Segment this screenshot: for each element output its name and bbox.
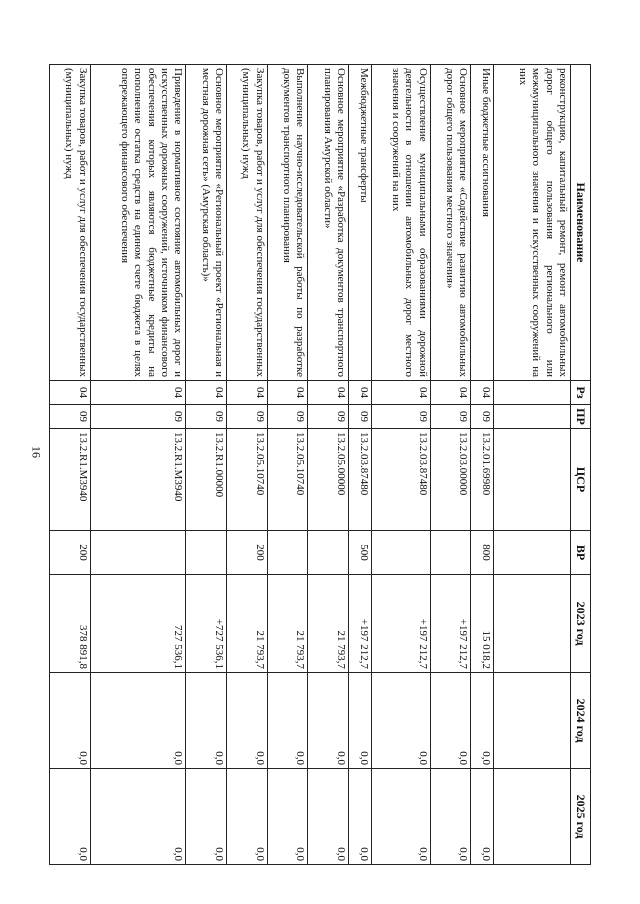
row-name: Осуществление муниципальными образованиями дорожной деятельности в отношении автомобильных дорог местного значения и сооружений на них — [371, 65, 430, 381]
row-2023: 21 793,7 — [308, 575, 349, 673]
table-row — [308, 65, 349, 865]
row-name: Иные бюджетные ассигнования — [471, 65, 493, 381]
table-row — [471, 65, 493, 865]
row-vr — [430, 531, 471, 575]
row-pr — [493, 405, 570, 429]
row-vr: 200 — [227, 531, 268, 575]
header-2025: 2025 год — [571, 769, 591, 865]
row-2024: 0,0 — [50, 673, 91, 769]
rotated-table-wrapper — [49, 64, 591, 864]
row-csr: 13.2.R1.M3940 — [90, 429, 186, 531]
row-2024: 0,0 — [430, 673, 471, 769]
row-vr — [267, 531, 308, 575]
row-pr: 09 — [349, 405, 371, 429]
table-row — [349, 65, 371, 865]
header-vr: ВР — [571, 531, 591, 575]
row-vr — [371, 531, 430, 575]
row-vr — [493, 531, 570, 575]
row-rz: 04 — [186, 381, 227, 405]
row-csr: 13.2.01.69980 — [471, 429, 493, 531]
row-2023: +197 212,7 — [371, 575, 430, 673]
row-pr: 09 — [371, 405, 430, 429]
row-pr: 09 — [227, 405, 268, 429]
header-csr: ЦСР — [571, 429, 591, 531]
row-rz: 04 — [430, 381, 471, 405]
row-rz: 04 — [349, 381, 371, 405]
row-2025: 0,0 — [186, 769, 227, 865]
header-rz: Рз — [571, 381, 591, 405]
row-pr: 09 — [308, 405, 349, 429]
row-csr: 13.2.05.00000 — [308, 429, 349, 531]
row-rz — [493, 381, 570, 405]
table-row — [227, 65, 268, 865]
header-pr: ПР — [571, 405, 591, 429]
row-pr: 09 — [430, 405, 471, 429]
row-pr: 09 — [90, 405, 186, 429]
row-csr: 13.2.05.10740 — [267, 429, 308, 531]
row-csr: 13.2.R1.M3940 — [50, 429, 91, 531]
table-header-row — [571, 65, 591, 865]
row-rz: 04 — [471, 381, 493, 405]
row-pr: 09 — [471, 405, 493, 429]
row-2025: 0,0 — [371, 769, 430, 865]
row-name: Основное мероприятие «Содействие развитию автомобильных дорог общего пользования местного значения» — [430, 65, 471, 381]
page-number: 16 — [29, 446, 44, 458]
row-2024 — [493, 673, 570, 769]
row-2023 — [493, 575, 570, 673]
row-pr: 09 — [50, 405, 91, 429]
table-row — [493, 65, 570, 865]
row-rz: 04 — [267, 381, 308, 405]
row-pr: 09 — [186, 405, 227, 429]
row-2024: 0,0 — [227, 673, 268, 769]
row-name: Выполнение научно-исследовательской работы по разработке документов транспортного планирования — [267, 65, 308, 381]
row-2023: 21 793,7 — [267, 575, 308, 673]
table-row — [430, 65, 471, 865]
header-name: Наименование — [571, 65, 591, 381]
row-rz: 04 — [90, 381, 186, 405]
row-rz: 04 — [371, 381, 430, 405]
row-2023: +727 536,1 — [186, 575, 227, 673]
row-rz: 04 — [308, 381, 349, 405]
table-row — [50, 65, 91, 865]
row-csr: 13.2.03.00000 — [430, 429, 471, 531]
row-name: Основное мероприятие «Разработка документов транспортного планирования Амурской области» — [308, 65, 349, 381]
row-2023: +197 212,7 — [349, 575, 371, 673]
row-2024: 0,0 — [471, 673, 493, 769]
row-2025: 0,0 — [430, 769, 471, 865]
table-row — [267, 65, 308, 865]
row-2024: 0,0 — [308, 673, 349, 769]
table-row — [371, 65, 430, 865]
row-csr — [493, 429, 570, 531]
row-vr — [186, 531, 227, 575]
row-2024: 0,0 — [267, 673, 308, 769]
row-name: Приведение в нормативное состояние автомобильных дорог и искусственных дорожных сооружений, источником финансового обеспечения которых являются бюджетные кредиты на пополнение остатка средств на едином счете бюджета в целях опережающего финансового обеспечения — [90, 65, 186, 381]
row-2025: 0,0 — [90, 769, 186, 865]
row-name: Закупка товаров, работ и услуг для обеспечения государственных (муниципальных) нужд — [50, 65, 91, 381]
row-csr: 13.2.03.87480 — [349, 429, 371, 531]
row-vr: 500 — [349, 531, 371, 575]
header-2023: 2023 год — [571, 575, 591, 673]
row-2023: 727 536,1 — [90, 575, 186, 673]
row-rz: 04 — [227, 381, 268, 405]
row-vr — [90, 531, 186, 575]
row-rz: 04 — [50, 381, 91, 405]
header-2024: 2024 год — [571, 673, 591, 769]
row-name: Закупка товаров, работ и услуг для обеспечения государственных (муниципальных) нужд — [227, 65, 268, 381]
table-row — [90, 65, 186, 865]
budget-table — [49, 64, 591, 865]
row-vr — [308, 531, 349, 575]
table-row — [186, 65, 227, 865]
row-2023: 378 891,8 — [50, 575, 91, 673]
row-2025: 0,0 — [227, 769, 268, 865]
row-vr: 200 — [50, 531, 91, 575]
row-csr: 13.2.R1.00000 — [186, 429, 227, 531]
row-csr: 13.2.03.87480 — [371, 429, 430, 531]
row-2023: +197 212,7 — [430, 575, 471, 673]
row-name: Межбюджетные трансферты — [349, 65, 371, 381]
row-2025 — [493, 769, 570, 865]
row-2025: 0,0 — [50, 769, 91, 865]
row-vr: 800 — [471, 531, 493, 575]
row-2025: 0,0 — [308, 769, 349, 865]
row-2023: 21 793,7 — [227, 575, 268, 673]
row-2024: 0,0 — [90, 673, 186, 769]
row-2025: 0,0 — [267, 769, 308, 865]
row-2025: 0,0 — [349, 769, 371, 865]
row-2024: 0,0 — [186, 673, 227, 769]
row-pr: 09 — [267, 405, 308, 429]
row-2023: 15 018,2 — [471, 575, 493, 673]
row-2024: 0,0 — [371, 673, 430, 769]
row-name: Основное мероприятие «Региональный проект «Региональная и местная дорожная сеть» (Амурская область)» — [186, 65, 227, 381]
row-name: реконструкцию, капитальный ремонт, ремонт автомобильных дорог общего пользования регионального или межмуниципального значения и искусственных сооружений на них — [493, 65, 570, 381]
row-2024: 0,0 — [349, 673, 371, 769]
row-csr: 13.2.05.10740 — [227, 429, 268, 531]
row-2025: 0,0 — [471, 769, 493, 865]
